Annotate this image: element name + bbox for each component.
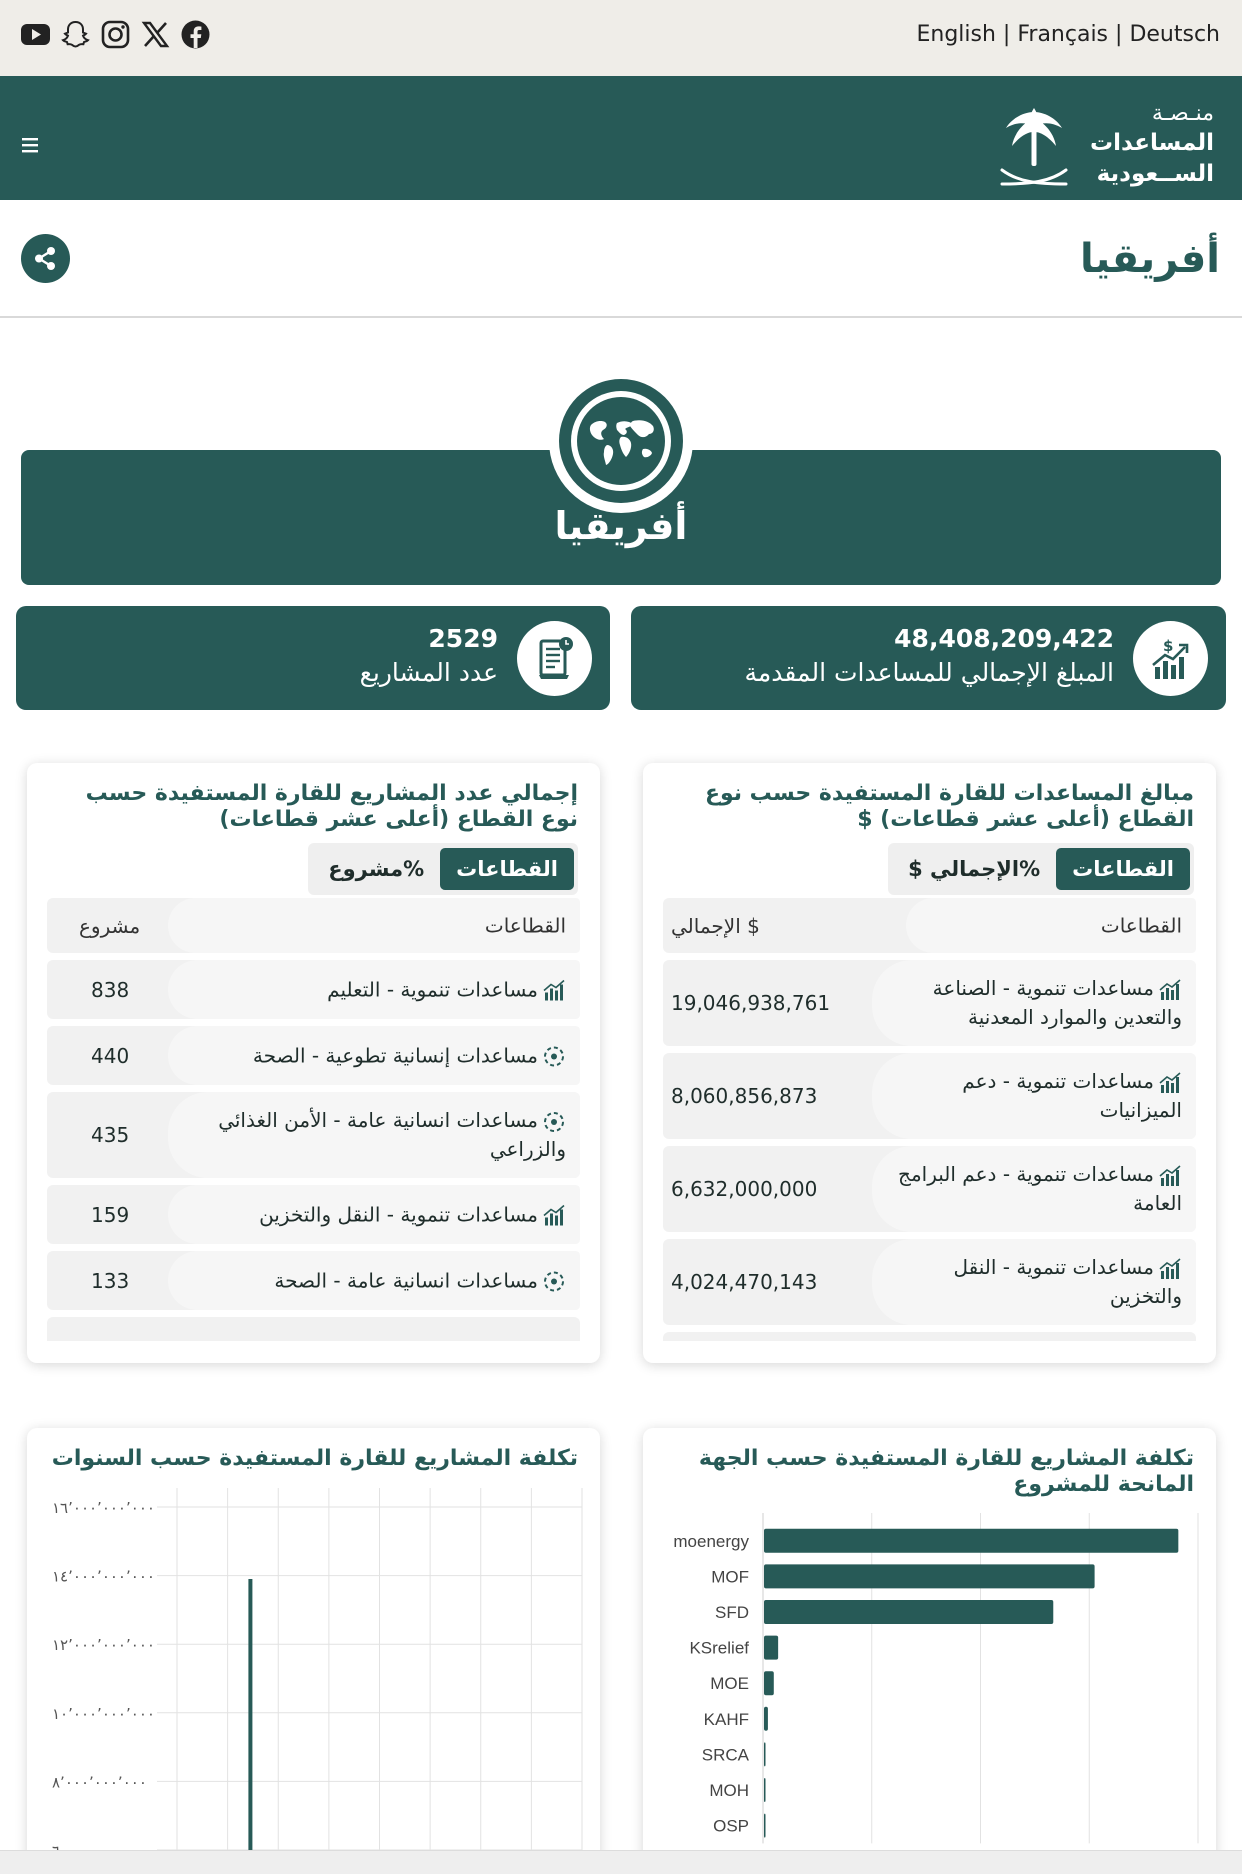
bar-MOH[interactable]	[764, 1778, 766, 1802]
category-label: KAHF	[703, 1709, 749, 1729]
table-header-row	[47, 898, 580, 953]
globe-icon	[547, 367, 695, 515]
tab-sectors[interactable]: القطاعات	[440, 848, 574, 890]
year-chart-title: تكلفة المشاريع للقارة المستفيدة حسب السنوات	[51, 1446, 578, 1471]
category-label: MOH	[709, 1781, 749, 1800]
logo-line-2: المساعدات	[1090, 130, 1214, 156]
browser-bottom-bar	[0, 1850, 1242, 1874]
amounts-card-title: مبالغ المساعدات للقارة المستفيدة حسب نوع القطاع (أعلى عشر قطاعات) $	[704, 781, 1194, 832]
y-tick-label: ٨٬٠٠٠٬٠٠٠٬٠٠٠	[52, 1773, 147, 1792]
lang-german[interactable]: Deutsch	[1129, 22, 1220, 47]
category-label: MOE	[710, 1674, 749, 1694]
instagram-icon[interactable]	[100, 19, 131, 50]
category-label: SRCA	[701, 1745, 749, 1765]
total-amount-label: المبلغ الإجمالي للمساعدات المقدمة	[744, 658, 1114, 687]
y-tick-label: ١٢٬٠٠٠٬٠٠٠٬٠٠٠	[52, 1636, 155, 1655]
logo-wordmark	[1084, 100, 1214, 190]
sector-label: مساعدات انسانية عامة - الصحة	[274, 1268, 538, 1292]
x-icon[interactable]	[140, 19, 171, 50]
page-title: أفريقيا	[1080, 236, 1220, 282]
sector-project-count: 159	[91, 1202, 130, 1227]
amounts-by-sector-card	[643, 763, 1216, 1363]
sector-total-value: 4,024,470,143	[671, 1270, 818, 1294]
svg-text:$: $	[1163, 637, 1174, 655]
donor-bar-chart	[643, 1428, 1216, 1874]
category-label: SFD	[715, 1603, 749, 1622]
sector-label: مساعدات إنسانية تطوعية - الصحة	[252, 1043, 538, 1067]
category-label: KSrelief	[689, 1638, 749, 1658]
hamburger-menu-icon[interactable]	[20, 136, 42, 154]
sector-label: مساعدات تنموية - التعليم	[327, 977, 538, 1001]
lang-french[interactable]: Français	[1017, 22, 1109, 47]
total-amount-card	[631, 606, 1226, 710]
sector-total-value: 8,060,856,873	[671, 1084, 818, 1108]
projects-by-sector-card	[27, 763, 600, 1363]
tab-project-percent[interactable]: %مشروع	[328, 857, 425, 881]
sector-label: مساعدات تنموية - دعم البرامج العامة	[898, 1162, 1182, 1215]
category-label: OSP	[713, 1816, 749, 1836]
column-header-projects: مشروع	[79, 913, 141, 938]
table-row[interactable]	[663, 960, 1196, 1046]
sector-label: مساعدات انسانية عامة - الأمن الغذائي والزراعي	[218, 1108, 566, 1161]
projects-count-label: عدد المشاريع	[359, 658, 498, 687]
table-row[interactable]	[47, 1026, 580, 1085]
lang-english[interactable]: English	[916, 22, 996, 47]
sector-total-value: 19,046,938,761	[671, 991, 831, 1015]
cost-by-donor-card	[643, 1428, 1216, 1874]
money-growth-icon	[1133, 621, 1208, 696]
development-chart-icon	[1158, 978, 1182, 1002]
total-amount-value: 48,408,209,422	[894, 624, 1114, 653]
social-links	[20, 19, 211, 50]
table-row[interactable]	[47, 1092, 580, 1178]
sector-label: مساعدات تنموية - النقل والتخزين	[953, 1255, 1182, 1308]
site-logo[interactable]	[994, 98, 1214, 198]
sector-project-count: 133	[91, 1268, 130, 1293]
lang-separator: |	[1115, 22, 1123, 47]
sector-project-count: 440	[91, 1043, 130, 1068]
amounts-table	[663, 898, 1196, 1341]
bar-KAHF[interactable]	[764, 1707, 768, 1731]
facebook-icon[interactable]	[180, 19, 211, 50]
table-row[interactable]	[663, 1146, 1196, 1232]
projects-count-card	[16, 606, 610, 710]
y-tick-label: ١٦٬٠٠٠٬٠٠٠٬٠٠٠	[52, 1499, 155, 1517]
table-row[interactable]	[663, 1332, 1196, 1341]
logo-line-1: منـصـة	[1151, 101, 1214, 126]
banner-title: أفريقيا	[554, 504, 688, 548]
donor-chart-title: تكلفة المشاريع للقارة المستفيدة حسب الجهة المانحة للمشروع	[698, 1446, 1194, 1497]
top-bar	[0, 0, 1242, 76]
bar-SFD[interactable]	[764, 1600, 1053, 1624]
snapchat-icon[interactable]	[60, 19, 91, 50]
development-chart-icon	[1158, 1071, 1182, 1095]
column-header-total: الإجمالي $	[671, 913, 760, 938]
category-label: moenergy	[673, 1531, 749, 1551]
youtube-icon[interactable]	[20, 19, 51, 50]
page-title-bar	[0, 200, 1242, 318]
table-header-row	[663, 898, 1196, 953]
language-switcher	[916, 22, 1220, 47]
table-row[interactable]	[663, 1053, 1196, 1139]
palm-swords-emblem-icon	[994, 104, 1074, 196]
bar-KSrelief[interactable]	[764, 1636, 778, 1660]
y-tick-label: ١٠٬٠٠٠٬٠٠٠٬٠٠٠	[52, 1704, 155, 1723]
projects-card-title: إجمالي عدد المشاريع للقارة المستفيدة حسب نوع القطاع (أعلى عشر قطاعات)	[85, 781, 578, 832]
sector-project-count: 838	[91, 977, 130, 1002]
column-header-sector: القطاعات	[1100, 913, 1182, 937]
year-line-chart	[27, 1428, 600, 1874]
share-button[interactable]	[21, 234, 70, 283]
bar-MOE[interactable]	[764, 1671, 774, 1695]
development-chart-icon	[1158, 1164, 1182, 1188]
project-document-icon	[517, 621, 592, 696]
table-row[interactable]	[663, 1239, 1196, 1325]
table-row[interactable]	[47, 1317, 580, 1341]
projects-count-value: 2529	[428, 624, 498, 653]
column-header-sector: القطاعات	[484, 913, 566, 937]
tab-sectors[interactable]: القطاعات	[1056, 848, 1190, 890]
tab-total-percent[interactable]: %الإجمالي $	[908, 857, 1041, 881]
bar-MOF[interactable]	[764, 1564, 1095, 1588]
bar-OSP[interactable]	[764, 1814, 766, 1838]
bar-moenergy[interactable]	[764, 1529, 1178, 1553]
lang-separator: |	[1002, 22, 1011, 47]
sector-total-value: 6,632,000,000	[671, 1177, 818, 1201]
sector-label: مساعدات تنموية - النقل والتخزين	[259, 1202, 538, 1226]
sector-project-count: 435	[91, 1123, 130, 1147]
table-row[interactable]	[47, 1251, 580, 1310]
amounts-view-tabs	[888, 843, 1194, 895]
sector-label: مساعدات تنموية - دعم الميزانيات	[962, 1069, 1182, 1122]
table-row[interactable]	[47, 1185, 580, 1244]
logo-line-3: الســعودية	[1096, 161, 1214, 187]
y-tick-label: ١٤٬٠٠٠٬٠٠٠٬٠٠٠	[52, 1567, 155, 1586]
humanitarian-icon	[542, 1045, 566, 1069]
humanitarian-icon	[542, 1110, 566, 1134]
sector-label: مساعدات تنموية - الصناعة والتعدين والموارد المعدنية	[932, 976, 1182, 1029]
development-chart-icon	[542, 1204, 566, 1228]
bar-SRCA[interactable]	[764, 1742, 766, 1766]
share-icon	[21, 234, 70, 283]
humanitarian-icon	[542, 1270, 566, 1294]
table-row[interactable]	[47, 960, 580, 1019]
projects-table	[47, 898, 580, 1341]
development-chart-icon	[1158, 1257, 1182, 1281]
projects-view-tabs	[308, 843, 578, 895]
category-label: MOF	[711, 1567, 749, 1587]
development-chart-icon	[542, 979, 566, 1003]
cost-by-year-card	[27, 1428, 600, 1874]
